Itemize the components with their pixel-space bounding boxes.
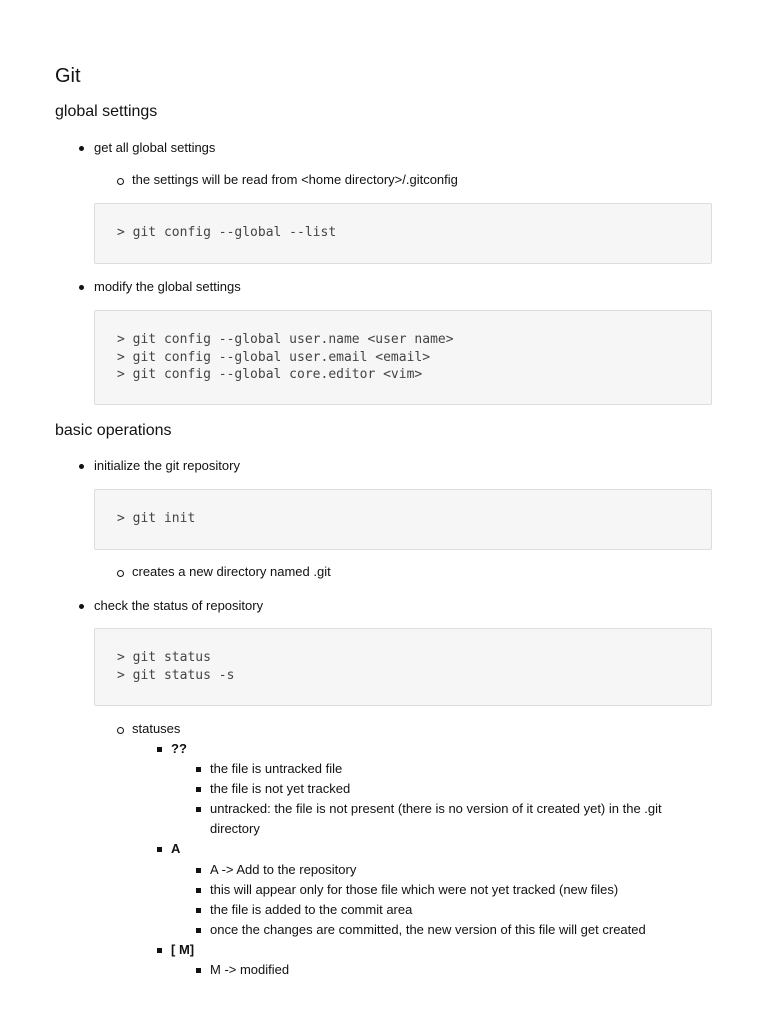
status-code-label: ??: [171, 741, 187, 756]
list-item: the settings will be read from <home directory>/.gitconfig: [132, 172, 458, 187]
disc-bullet: [79, 604, 84, 609]
square-bullet: [196, 868, 201, 873]
list-item: the file is not yet tracked: [210, 781, 351, 796]
square-bullet: [196, 787, 201, 792]
code-line: > git config --global user.email <email>: [117, 349, 431, 365]
list-item: get all global settings: [94, 140, 216, 155]
square-bullet: [157, 747, 162, 752]
code-line: > git status: [117, 650, 211, 665]
code-block: [94, 628, 712, 706]
square-bullet: [196, 888, 201, 893]
list-item: this will appear only for those file which were not yet tracked (new files): [210, 882, 619, 897]
code-block: [94, 489, 712, 550]
section-heading-basic-operations: basic operations: [55, 422, 172, 439]
list-item: check the status of repository: [94, 598, 264, 613]
square-bullet: [196, 908, 201, 913]
code-line: > git config --global user.name <user name>: [117, 332, 454, 347]
circle-bullet: [117, 178, 124, 185]
disc-bullet: [79, 464, 84, 469]
square-bullet: [196, 767, 201, 772]
list-item: once the changes are committed, the new version of this file will get created: [210, 922, 646, 937]
square-bullet: [157, 847, 162, 852]
code-line: > git init: [117, 511, 196, 526]
disc-bullet: [79, 285, 84, 290]
list-item: initialize the git repository: [94, 458, 240, 473]
list-item: A -> Add to the repository: [210, 862, 357, 877]
code-line: > git status -s: [117, 667, 235, 683]
list-item: the file is untracked file: [210, 761, 343, 776]
list-item: M -> modified: [210, 962, 290, 977]
square-bullet: [196, 928, 201, 933]
list-item: the file is added to the commit area: [210, 902, 413, 917]
page-title: Git: [55, 65, 81, 87]
circle-bullet: [117, 570, 124, 577]
code-block: [94, 203, 712, 264]
square-bullet: [196, 807, 201, 812]
code-line: > git config --global --list: [117, 225, 337, 240]
square-bullet: [157, 948, 162, 953]
list-item: creates a new directory named .git: [132, 564, 331, 579]
list-item: untracked: the file is not present (there is no version of it created yet) in the .git: [210, 801, 662, 816]
code-block: [94, 310, 712, 405]
status-code-label: [ M]: [171, 942, 195, 957]
section-heading-global-settings: global settings: [55, 103, 158, 120]
status-code-label: A: [171, 841, 181, 856]
list-item: statuses: [132, 721, 181, 736]
list-item: modify the global settings: [94, 279, 241, 294]
square-bullet: [196, 968, 201, 973]
circle-bullet: [117, 727, 124, 734]
list-item-continuation: directory: [210, 821, 260, 836]
code-line: > git config --global core.editor <vim>: [117, 367, 423, 382]
disc-bullet: [79, 146, 84, 151]
